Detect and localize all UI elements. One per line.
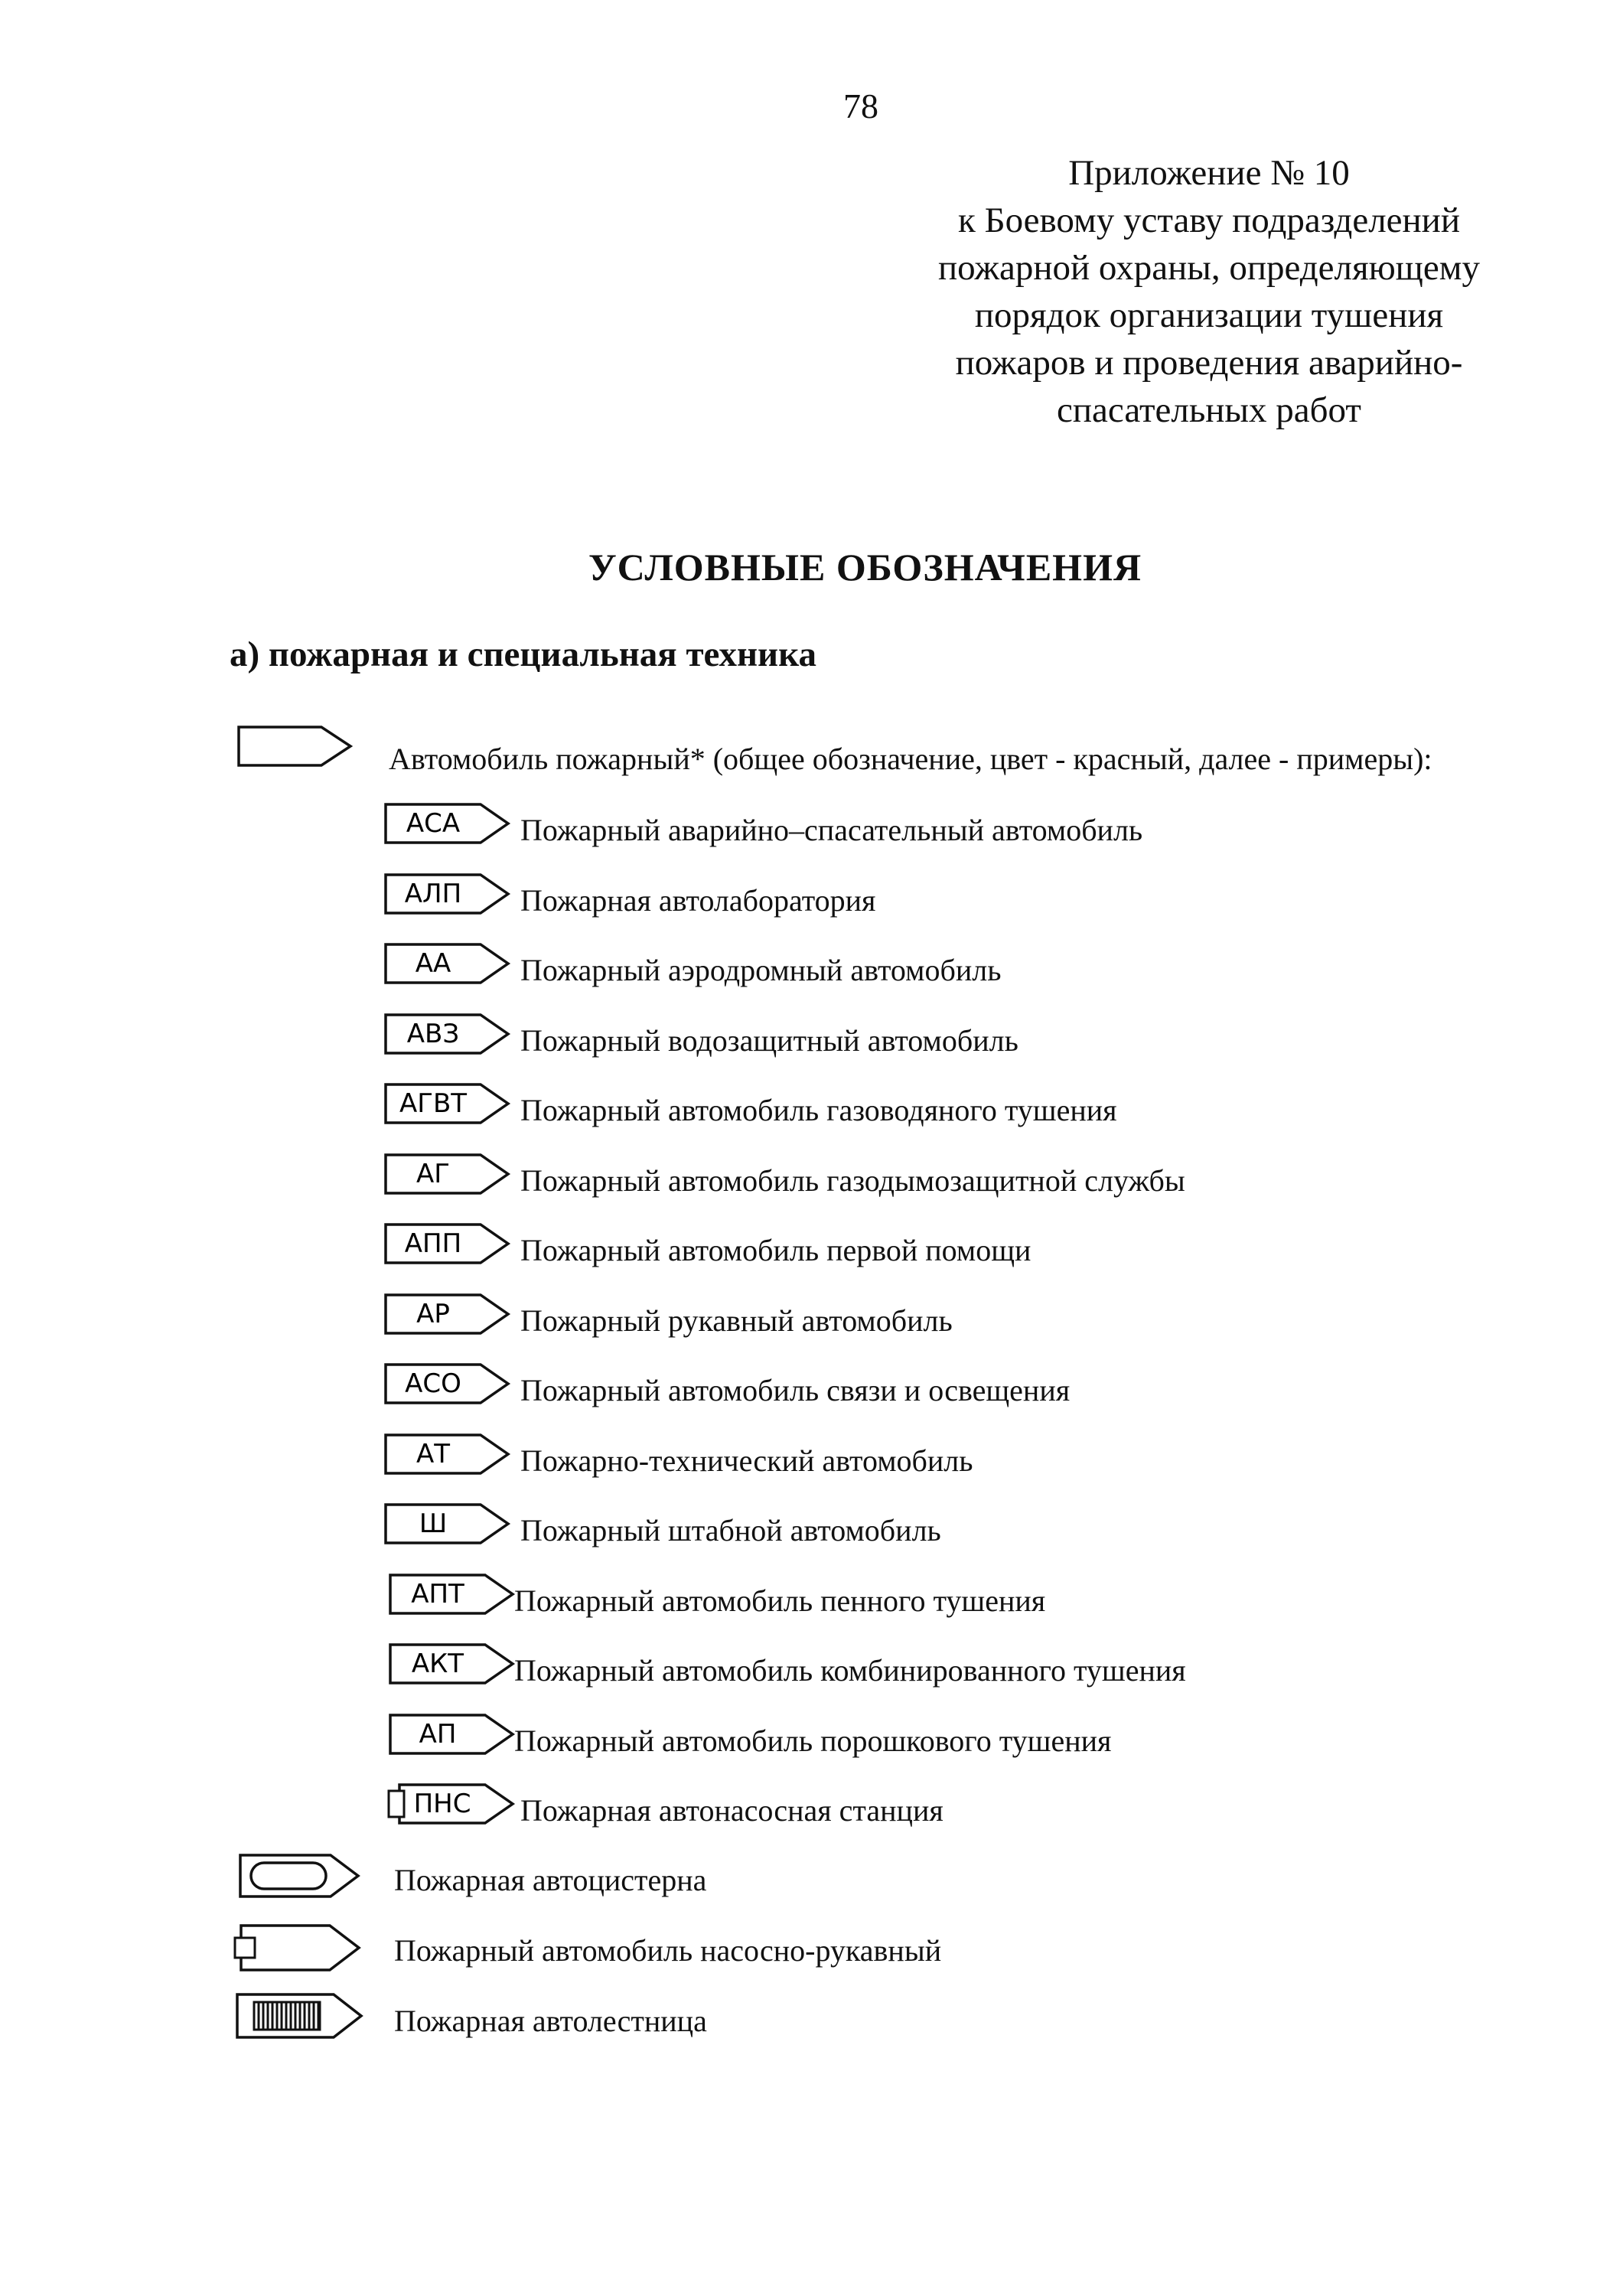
vehicle-code-symbol [383, 1080, 513, 1127]
pump-hose-vehicle-icon [233, 1921, 363, 1975]
special-vehicle-label: Пожарная автолестница [394, 2004, 707, 2038]
vehicle-label: Пожарный автомобиль пенного тушения [514, 1583, 1046, 1618]
vehicle-code: АГ [416, 1158, 450, 1189]
vehicle-label: Пожарный автомобиль комбинированного тушения [514, 1653, 1186, 1688]
vehicle-label: Пожарный водозащитный автомобиль [520, 1022, 1018, 1058]
special-vehicle-label: Пожарная автоцистерна [394, 1863, 707, 1897]
vehicle-label: Пожарный штабной автомобиль [520, 1513, 941, 1548]
vehicle-code: АР [416, 1298, 450, 1329]
vehicle-code-symbol [383, 1500, 513, 1548]
vehicle-label: Пожарный автомобиль порошкового тушения [514, 1723, 1112, 1758]
vehicle-label: Пожарная автолаборатория [520, 882, 876, 918]
vehicle-code: АА [415, 948, 451, 979]
vehicle-code: АГВТ [399, 1088, 468, 1119]
page-number: 78 [843, 86, 878, 126]
vehicle-code-symbol [383, 1150, 513, 1198]
annex-line: порядок организации тушения [974, 295, 1444, 335]
vehicle-code: АПТ [411, 1578, 464, 1609]
section-heading: а) пожарная и специальная техника [230, 634, 817, 674]
vehicle-code-symbol [383, 870, 513, 918]
vehicle-label: Пожарный аварийно–спасательный автомобиль [520, 813, 1143, 847]
vehicle-code-symbol [387, 1640, 517, 1688]
vehicle-code: Ш [419, 1508, 448, 1539]
vehicle-label: Пожарный аэродромный автомобиль [520, 953, 1002, 987]
annex-line: Приложение № 10 [1068, 153, 1350, 193]
vehicle-code: АТ [416, 1438, 451, 1469]
vehicle-label: Пожарный рукавный автомобиль [520, 1303, 953, 1338]
ladder-vehicle-icon [236, 1990, 364, 2042]
vehicle-code-symbol [387, 1780, 517, 1828]
tanker-icon [239, 1852, 361, 1900]
vehicle-code-symbol [383, 940, 513, 987]
vehicle-label: Пожарный автомобиль газоводяного тушения [520, 1093, 1117, 1127]
vehicle-label: Пожарно-технический автомобиль [520, 1443, 973, 1478]
special-vehicle-label: Пожарный автомобиль насосно-рукавный [394, 1933, 942, 1968]
page-title: УСЛОВНЫЕ ОБОЗНАЧЕНИЯ [588, 546, 1142, 589]
vehicle-code: АСА [406, 808, 461, 839]
annex-line: спасательных работ [1057, 390, 1361, 430]
vehicle-code: АКТ [411, 1649, 464, 1679]
vehicle-code-symbol [383, 1290, 513, 1338]
fire-vehicle-outline-icon [237, 723, 352, 769]
vehicle-label: Пожарный автомобиль первой помощи [520, 1233, 1031, 1267]
vehicle-code-symbol [383, 1010, 513, 1058]
vehicle-code: ПНС [413, 1789, 471, 1819]
vehicle-code-symbol [387, 1570, 517, 1618]
vehicle-label: Пожарная автонасосная станция [520, 1793, 943, 1828]
vehicle-code: АВЗ [406, 1018, 460, 1049]
annex-line: к Боевому уставу подразделений [958, 201, 1460, 240]
annex-line: пожаров и проведения аварийно- [955, 343, 1463, 383]
vehicle-code-symbol [387, 1711, 517, 1758]
annex-line: пожарной охраны, определяющему [938, 248, 1480, 288]
vehicle-code: АП [419, 1718, 457, 1750]
vehicle-code-symbol [383, 800, 513, 847]
vehicle-code-symbol [383, 1360, 513, 1407]
vehicle-code-symbol [383, 1220, 513, 1267]
vehicle-label: Пожарный автомобиль газодымозащитной службы [520, 1163, 1185, 1198]
annex-header [888, 149, 1530, 434]
vehicle-code: АСО [405, 1368, 461, 1399]
general-vehicle-label: Автомобиль пожарный* (общее обозначение, цвет - красный, далее - примеры): [389, 742, 1432, 776]
vehicle-label: Пожарный автомобиль связи и освещения [520, 1373, 1071, 1407]
vehicle-code: АЛП [404, 878, 462, 909]
vehicle-code-symbol [383, 1430, 513, 1478]
vehicle-code: АПП [404, 1228, 462, 1259]
